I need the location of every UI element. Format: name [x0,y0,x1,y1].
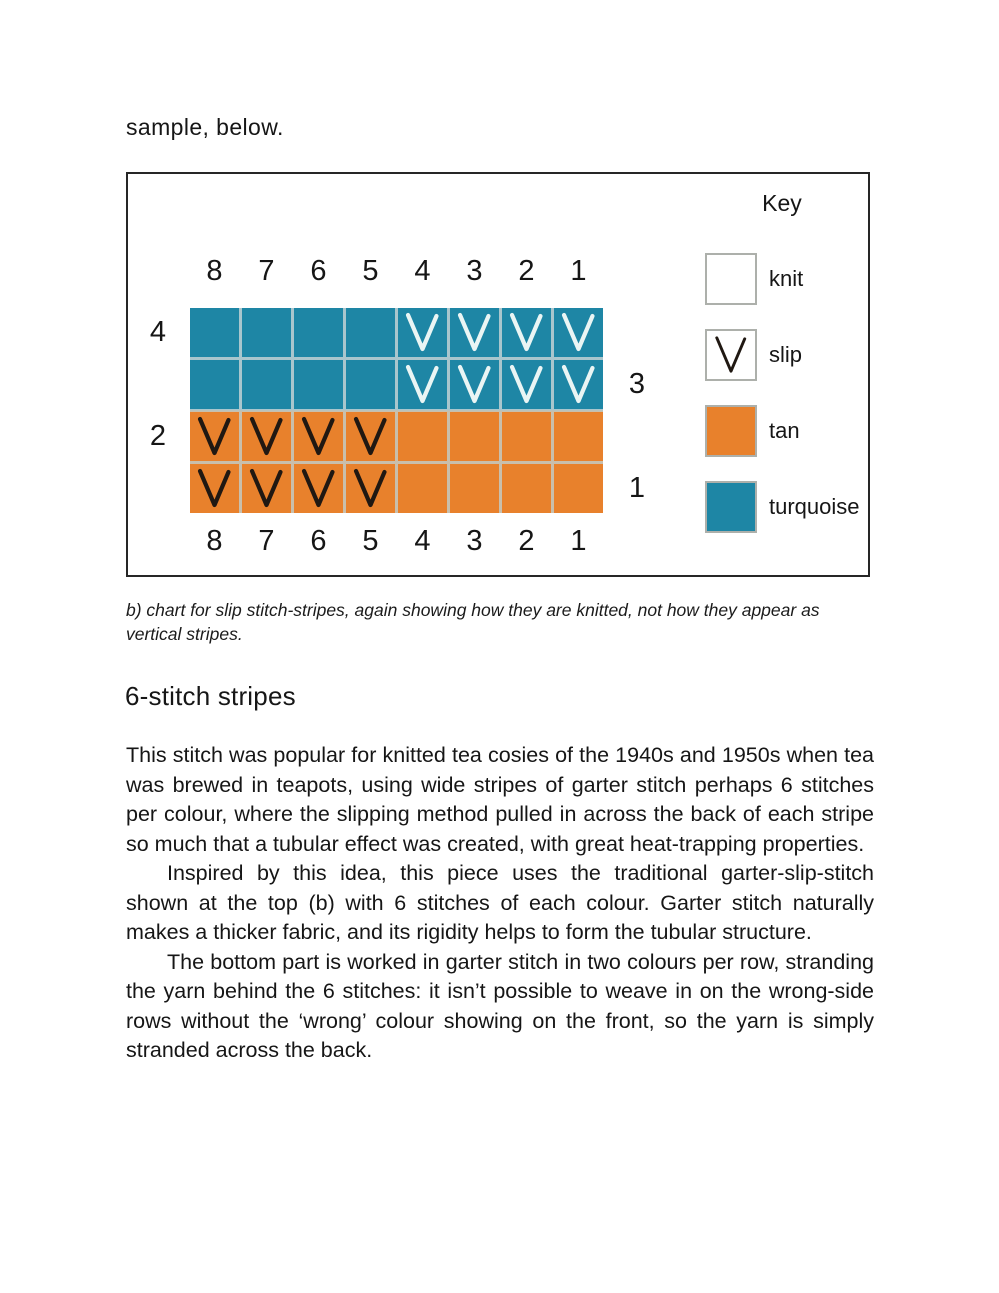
column-number: 3 [466,525,483,557]
column-numbers-bottom [190,526,603,556]
stitch-cell-r4-c7-knit [242,308,291,357]
stitch-cell-r2-c7-slip [242,412,291,461]
slip-v-icon [554,308,603,357]
column-number: 8 [206,525,223,557]
figure-caption: b) chart for slip stitch-stripes, again showing how they are knitted, not how they appear as vertical stripes. [126,600,820,644]
stitch-cell-r4-c8-knit [190,308,239,357]
slip-v-icon [190,464,239,513]
stitch-cell-r3-c7-knit [242,360,291,409]
stitch-cell-r2-c3-knit [450,412,499,461]
column-number: 1 [570,525,587,557]
stitch-cell-r4-c4-slip [398,308,447,357]
slip-v-icon [242,412,291,461]
key-label: slip [769,342,803,367]
column-number: 6 [310,255,327,287]
row-number-1: 1 [628,472,646,504]
paragraph: Inspired by this idea, this piece uses the traditional garter-slip-stitch shown at the top (b) with 6 stitches of each colour. Garter stitch naturally makes a thicker fabric, and its rigidity helps to form the tubular structure. [126,861,874,944]
slip-v-icon [398,360,447,409]
stitch-cell-r1-c2-knit [502,464,551,513]
stitch-cell-r3-c6-knit [294,360,343,409]
slip-v-icon [242,464,291,513]
row-number-3: 3 [628,368,646,400]
row-number-4: 4 [149,316,167,348]
slip-v-icon [190,412,239,461]
key-swatch-knit [705,253,757,305]
intro-text: sample, below. [126,114,284,140]
stitch-cell-r1-c1-knit [554,464,603,513]
key-item-tan [705,405,860,457]
stitch-cell-r4-c1-slip [554,308,603,357]
column-number: 2 [518,525,535,557]
key-label: tan [769,418,800,443]
stitch-cell-r4-c5-knit [346,308,395,357]
column-number: 6 [310,525,327,557]
key-label: turquoise [769,494,860,519]
slip-v-icon [707,331,755,379]
column-numbers-top [190,256,603,286]
stitch-cell-r1-c7-slip [242,464,291,513]
stitch-cell-r4-c3-slip [450,308,499,357]
column-number: 1 [570,255,587,287]
stitch-cell-r3-c3-slip [450,360,499,409]
stitch-cell-r3-c5-knit [346,360,395,409]
key-swatch-tan [705,405,757,457]
column-number: 5 [362,525,379,557]
key-label: knit [769,266,804,291]
stitch-cell-r1-c3-knit [450,464,499,513]
key-swatch-turquoise [705,481,757,533]
key-item-turquoise [705,481,860,533]
knitting-chart-figure [126,172,870,577]
stitch-cell-r3-c2-slip [502,360,551,409]
stitch-cell-r2-c5-slip [346,412,395,461]
stitch-cell-r1-c4-knit [398,464,447,513]
key-title: Key [762,190,802,216]
slip-v-icon [346,412,395,461]
column-number: 7 [258,525,275,557]
paragraph: This stitch was popular for knitted tea cosies of the 1940s and 1950s when tea was brewed in teapots, using wide stripes of garter stitch perhaps 6 stitches per colour, where the slipping method pulled in across the back of each stripe so much that a tubular effect was created, with great heat-trapping properties. [126,743,874,856]
slip-v-icon [554,360,603,409]
body-text [126,741,874,1066]
key-item-slip [705,329,860,381]
column-number: 5 [362,255,379,287]
slip-v-icon [502,308,551,357]
key-item-knit [705,253,860,305]
stitch-cell-r2-c2-knit [502,412,551,461]
stitch-cell-r4-c6-knit [294,308,343,357]
column-number: 4 [414,525,431,557]
slip-v-icon [398,308,447,357]
stitch-cell-r1-c6-slip [294,464,343,513]
slip-v-icon [346,464,395,513]
stitch-cell-r2-c1-knit [554,412,603,461]
section-heading: 6-stitch stripes [125,681,296,711]
slip-v-icon [450,308,499,357]
stitch-cell-r3-c4-slip [398,360,447,409]
paragraph: The bottom part is worked in garter stitch in two colours per row, stranding the yarn behind the 6 stitches: it isn’t possible to weave in on the wrong-side rows without the ‘wrong’ colour showing on the front, so the yarn is simply stranded across the back. [126,949,874,1062]
stitch-cell-r2-c8-slip [190,412,239,461]
column-number: 4 [414,255,431,287]
stitch-cell-r4-c2-slip [502,308,551,357]
slip-v-icon [294,412,343,461]
stitch-cell-r2-c4-knit [398,412,447,461]
row-number-2: 2 [149,420,167,452]
stitch-cell-r3-c1-slip [554,360,603,409]
stitch-cell-r2-c6-slip [294,412,343,461]
key-swatch-slip [705,329,757,381]
chart-key [705,253,860,533]
stitch-cell-r1-c5-slip [346,464,395,513]
stitch-cell-r1-c8-slip [190,464,239,513]
column-number: 8 [206,255,223,287]
stitch-cell-r3-c8-knit [190,360,239,409]
column-number: 3 [466,255,483,287]
slip-v-icon [502,360,551,409]
column-number: 7 [258,255,275,287]
slip-v-icon [450,360,499,409]
stitch-grid [190,308,603,513]
column-number: 2 [518,255,535,287]
slip-v-icon [294,464,343,513]
